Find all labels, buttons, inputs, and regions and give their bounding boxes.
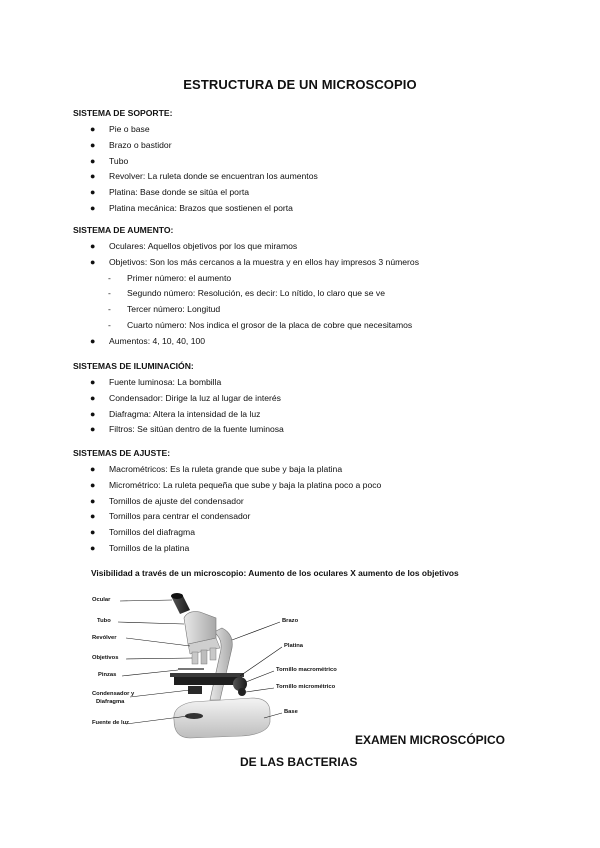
bullet-icon: ●	[90, 241, 96, 251]
page-title: ESTRUCTURA DE UN MICROSCOPIO	[183, 77, 417, 92]
list-item-text: Macrométricos: Es la ruleta grande que sube y baja la platina	[109, 464, 343, 474]
bullet-icon: ●	[90, 335, 96, 346]
figure-label-tubo: Tubo	[97, 618, 111, 624]
list-item-text: Objetivos: Son los más cercanos a la muestra y en ellos hay impresos 3 números	[109, 256, 419, 267]
figure-label-condensador-2: Diafragma	[96, 699, 125, 705]
bullet-icon: ●	[90, 171, 96, 182]
objective-1	[192, 652, 198, 664]
microscope-figure	[92, 588, 372, 748]
exam-heading-line1: EXAMEN MICROSCÓPICO	[355, 733, 506, 747]
list-item-text: Tornillos para centrar el condensador	[109, 511, 251, 522]
fine-focus-knob	[238, 688, 246, 696]
bullet-icon: ●	[90, 527, 96, 538]
figure-label-revolver: Revólver	[92, 635, 117, 641]
list-item	[90, 335, 419, 351]
list-item	[90, 423, 284, 439]
bullet-icon: ●	[90, 424, 96, 435]
list-item	[90, 240, 419, 256]
bullet-icon: ●	[90, 479, 96, 490]
list-item	[90, 186, 318, 202]
list-item-text: Diafragma: Altera la intensidad de la luz	[109, 408, 261, 419]
stage-top	[170, 673, 244, 677]
eyepiece-top	[171, 593, 183, 599]
sub-list-item	[90, 287, 419, 303]
bullet-icon: ●	[90, 187, 96, 198]
list-item	[90, 463, 381, 479]
figure-label-platina: Platina	[284, 643, 304, 649]
list-item	[90, 376, 284, 392]
list-item	[90, 139, 318, 155]
microscope-head	[184, 612, 216, 644]
list-iluminacion	[90, 376, 284, 439]
figure-label-micro: Tornillo micrométrico	[276, 684, 336, 690]
list-item	[90, 542, 381, 558]
list-item	[90, 123, 318, 139]
figure-label-condensador-1: Condensador y	[92, 691, 135, 697]
dash-icon: -	[108, 288, 111, 299]
bullet-icon: ●	[90, 495, 96, 506]
list-item-text: Tubo	[109, 155, 129, 166]
list-item-text: Micrométrico: La ruleta pequeña que sube y baja la platina poco a poco	[109, 479, 382, 490]
section-heading-ajuste: SISTEMAS DE AJUSTE:	[73, 448, 171, 458]
sub-list-item-text: Cuarto número: Nos indica el grosor de la placa de cobre que necesitamos	[127, 319, 413, 330]
bullet-icon: ●	[90, 202, 96, 213]
sub-list-item-text: Segundo número: Resolución, es decir: Lo nítido, lo claro que se ve	[127, 288, 385, 299]
figure-label-fuente: Fuente de luz	[92, 720, 130, 726]
dash-icon: -	[108, 319, 111, 330]
figure-label-macro: Tornillo macrométrico	[276, 667, 337, 673]
list-item-text: Platina: Base donde se sitúa el porta	[109, 187, 249, 198]
list-item-text: Tornillos de ajuste del condensador	[109, 495, 244, 506]
section-heading-soporte: SISTEMA DE SOPORTE:	[73, 108, 173, 118]
figure-label-ocular: Ocular	[92, 597, 111, 603]
list-item-text: Platina mecánica: Brazos que sostienen el porta	[109, 202, 293, 213]
list-item-text: Revolver: La ruleta donde se encuentran los aumentos	[109, 171, 318, 182]
objective-3	[210, 648, 216, 660]
section-heading-iluminacion: SISTEMAS DE ILUMINACIÓN:	[73, 361, 194, 371]
list-item	[90, 202, 318, 218]
sub-list-item-text: Tercer número: Longitud	[127, 304, 221, 315]
visibility-caption: Visibilidad a través de un microscopio: Aumento de los oculares X aumento de los objetivos	[91, 568, 459, 578]
figure-label-objetivos: Objetivos	[92, 655, 119, 661]
bullet-icon: ●	[90, 155, 96, 166]
list-item	[90, 170, 318, 186]
bullet-icon: ●	[90, 464, 96, 474]
list-aumento	[90, 240, 419, 351]
bullet-icon: ●	[90, 377, 96, 387]
sub-list-item-text: Primer número: el aumento	[127, 272, 232, 283]
list-item-text: Tornillos de la platina	[109, 542, 190, 553]
bullet-icon: ●	[90, 542, 96, 553]
sub-list-item	[90, 319, 419, 335]
list-item-text: Oculares: Aquellos objetivos por los que miramos	[109, 241, 298, 251]
condenser	[188, 686, 202, 694]
list-item	[90, 392, 284, 408]
list-ajuste	[90, 463, 381, 558]
list-item	[90, 479, 381, 495]
list-item-text: Brazo o bastidor	[109, 139, 172, 150]
list-item	[90, 526, 381, 542]
list-item-text: Aumentos: 4, 10, 40, 100	[109, 335, 206, 346]
sub-list-item	[90, 272, 419, 288]
list-item	[90, 408, 284, 424]
figure-label-base: Base	[284, 709, 298, 715]
figure-label-brazo: Brazo	[282, 618, 299, 624]
list-item	[90, 495, 381, 511]
exam-heading-line2: DE LAS BACTERIAS	[240, 755, 358, 769]
sub-list-item	[90, 303, 419, 319]
bullet-icon: ●	[90, 408, 96, 419]
dash-icon: -	[108, 272, 111, 283]
list-item-text: Pie o base	[109, 124, 150, 134]
list-item-text: Fuente luminosa: La bombilla	[109, 377, 222, 387]
bullet-icon: ●	[90, 124, 96, 134]
dash-icon: -	[108, 304, 111, 315]
list-item-text: Tornillos del diafragma	[109, 527, 195, 538]
list-soporte	[90, 123, 318, 218]
bullet-icon: ●	[90, 139, 96, 150]
list-item-text: Condensador: Dirige la luz al lugar de interés	[109, 392, 281, 403]
list-item	[90, 155, 318, 171]
figure-label-pinzas: Pinzas	[98, 672, 117, 678]
list-item	[90, 510, 381, 526]
objective-2	[201, 650, 207, 664]
list-item	[90, 256, 419, 272]
list-item-text: Filtros: Se sitúan dentro de la fuente luminosa	[109, 424, 284, 435]
bullet-icon: ●	[90, 392, 96, 403]
stage-clips	[178, 668, 204, 670]
bullet-icon: ●	[90, 256, 96, 267]
microscope-stage	[174, 676, 242, 685]
bullet-icon: ●	[90, 511, 96, 522]
section-heading-aumento: SISTEMA DE AUMENTO:	[73, 225, 174, 235]
